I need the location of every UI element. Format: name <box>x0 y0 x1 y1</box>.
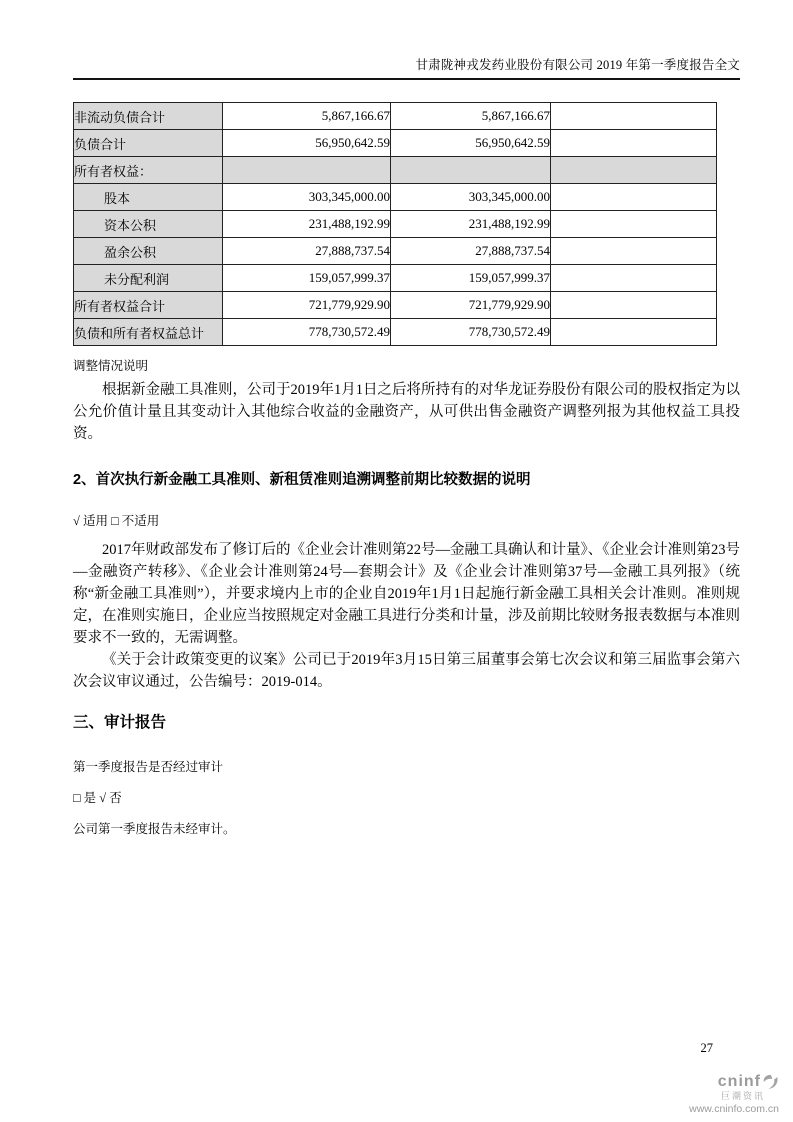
value-cell: 303,345,000.00 <box>223 184 391 211</box>
audit-question: 第一季度报告是否经过审计 <box>73 760 224 774</box>
value-cell: 159,057,999.37 <box>391 265 551 292</box>
value-cell <box>391 157 551 184</box>
cninfo-swoosh-icon <box>762 1074 779 1090</box>
cninfo-logo-text: cninf <box>717 1073 761 1090</box>
value-cell <box>551 238 717 265</box>
row-label-cell: 未分配利润 <box>74 265 223 292</box>
table-row <box>74 238 717 265</box>
value-cell <box>551 103 717 130</box>
page-content <box>73 55 740 837</box>
adjustment-paragraph: 根据新金融工具准则，公司于2019年1月1日之后将所持有的对华龙证券股份有限公司的股权指定为以公允价值计量且其变动计入其他综合收益的金融资产，从可供出售金融资产调整列报为其他权益工具投资。 <box>73 382 740 442</box>
value-cell: 303,345,000.00 <box>391 184 551 211</box>
audit-answer: □ 是 √ 否 <box>73 791 122 805</box>
table-row <box>74 319 717 346</box>
table-section-row <box>74 157 717 184</box>
table-row <box>74 103 717 130</box>
row-label-cell: 非流动负债合计 <box>74 103 223 130</box>
section3-heading: 三、审计报告 <box>73 714 167 731</box>
value-cell <box>551 292 717 319</box>
page-header-title: 甘肃陇神戎发药业股份有限公司 2019 年第一季度报告全文 <box>73 55 740 80</box>
value-cell <box>223 157 391 184</box>
section2-heading: 2、首次执行新金融工具准则、新租赁准则追溯调整前期比较数据的说明 <box>73 472 531 488</box>
value-cell: 5,867,166.67 <box>223 103 391 130</box>
table-row <box>74 184 717 211</box>
value-cell <box>551 130 717 157</box>
value-cell: 5,867,166.67 <box>391 103 551 130</box>
table-row <box>74 211 717 238</box>
value-cell: 27,888,737.54 <box>223 238 391 265</box>
cninfo-logo-url: www.cninfo.com.cn <box>689 1103 779 1115</box>
value-cell <box>551 184 717 211</box>
balance-sheet-table <box>73 102 717 346</box>
table-row <box>74 265 717 292</box>
value-cell: 56,950,642.59 <box>223 130 391 157</box>
section2-paragraph-1: 2017年财政部发布了修订后的《企业会计准则第22号—金融工具确认和计量》、《企业会计准则第23号—金融资产转移》、《企业会计准则第24号—套期会计》及《企业会计准则第37号—金融工具列报》（统称“新金融工具准则”），并要求境内上市的企业自2019年1月1日起施行新金融工具相关会计准则。准则规定，在准则实施日，企业应当按照规定对金融工具进行分类和计量，涉及前期比较财务报表数据与本准则要求不一致的，无需调整。 <box>73 542 740 646</box>
row-label-cell: 所有者权益： <box>74 157 223 184</box>
value-cell <box>551 265 717 292</box>
page-number: 27 <box>700 1041 713 1055</box>
row-label-cell: 所有者权益合计 <box>74 292 223 319</box>
value-cell <box>551 157 717 184</box>
audit-note: 公司第一季度报告未经审计。 <box>73 822 236 836</box>
cninfo-logo-name: 巨潮资讯 <box>720 1091 765 1101</box>
value-cell: 778,730,572.49 <box>223 319 391 346</box>
value-cell: 721,779,929.90 <box>223 292 391 319</box>
row-label-cell: 负债和所有者权益总计 <box>74 319 223 346</box>
value-cell <box>551 211 717 238</box>
value-cell: 231,488,192.99 <box>223 211 391 238</box>
row-label-cell: 盈余公积 <box>74 238 223 265</box>
value-cell: 27,888,737.54 <box>391 238 551 265</box>
value-cell: 721,779,929.90 <box>391 292 551 319</box>
value-cell: 231,488,192.99 <box>391 211 551 238</box>
cninfo-logo <box>689 1074 779 1115</box>
row-label-cell: 股本 <box>74 184 223 211</box>
section2-paragraph-2: 《关于会计政策变更的议案》公司已于2019年3月15日第三届董事会第七次会议和第三届监事会第六次会议审议通过，公告编号：2019-014。 <box>73 652 740 690</box>
value-cell: 778,730,572.49 <box>391 319 551 346</box>
value-cell <box>551 319 717 346</box>
table-row <box>74 292 717 319</box>
applicability-line: √ 适用 □ 不适用 <box>73 514 160 528</box>
row-label-cell: 负债合计 <box>74 130 223 157</box>
adjustment-note-label: 调整情况说明 <box>73 359 149 373</box>
table-row <box>74 130 717 157</box>
value-cell: 159,057,999.37 <box>223 265 391 292</box>
row-label-cell: 资本公积 <box>74 211 223 238</box>
value-cell: 56,950,642.59 <box>391 130 551 157</box>
